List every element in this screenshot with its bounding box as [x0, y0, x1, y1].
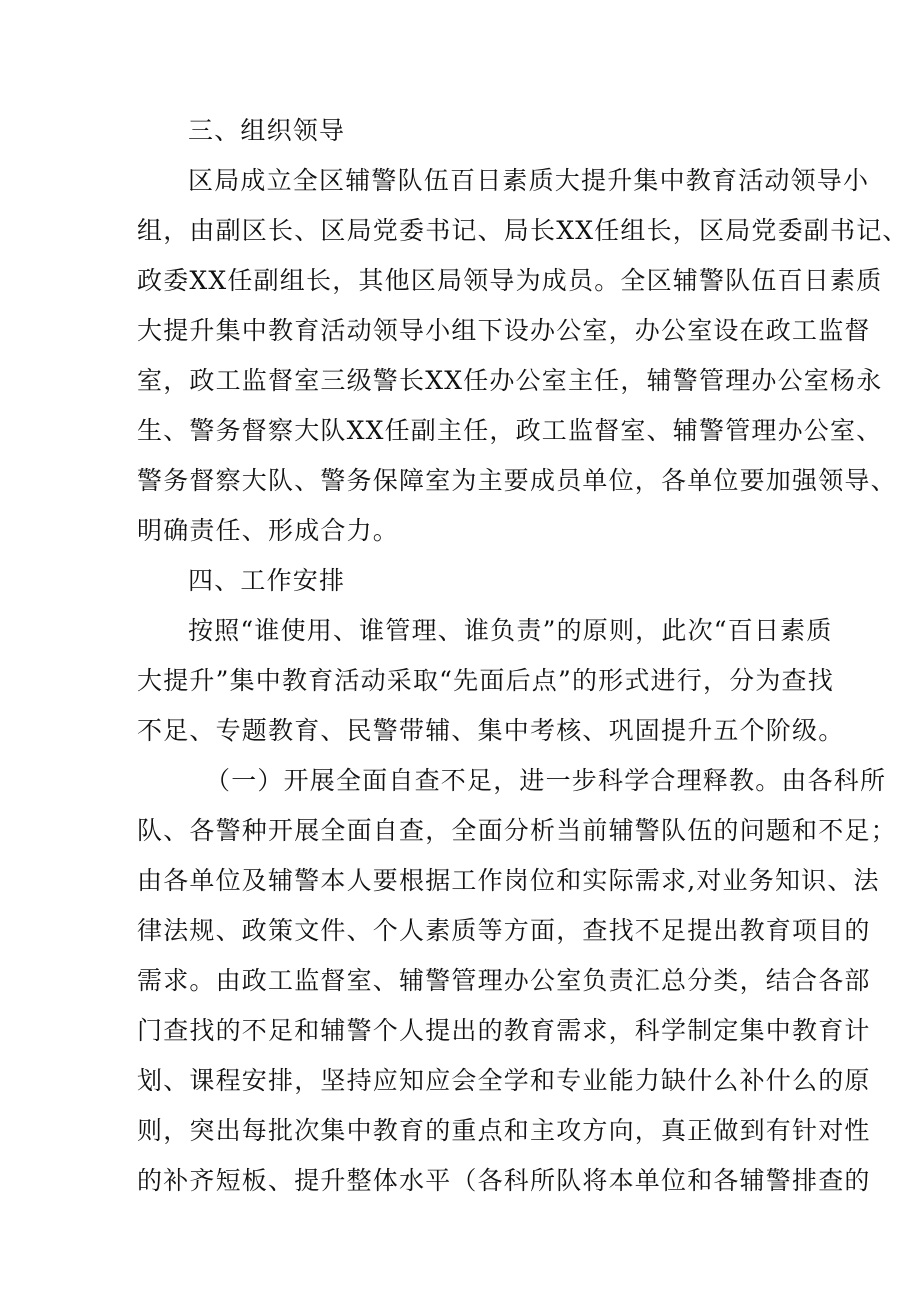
section-heading-work-arrangement: 四、工作安排 [188, 566, 346, 595]
paragraph-line: 室，政工监督室三级警长XX任办公室主任，辅警管理办公室杨永 [137, 366, 883, 395]
paragraph-line: 的补齐短板、提升整体水平（各科所队将本单位和各辅警排查的 [137, 1166, 871, 1195]
paragraph-line: 门查找的不足和辅警个人提出的教育需求，科学制定集中教育计 [137, 1016, 871, 1045]
paragraph-line: 政委XX任副组长，其他区局领导为成员。全区辅警队伍百日素质 [137, 266, 883, 295]
section-heading-organization: 三、组织领导 [188, 116, 346, 145]
paragraph-line: 由各单位及辅警本人要根据工作岗位和实际需求,对业务知识、法 [137, 866, 880, 895]
paragraph-line: 按照“谁使用、谁管理、谁负责”的原则，此次“百日素质 [188, 616, 833, 645]
paragraph-line: 大提升”集中教育活动采取“先面后点”的形式进行，分为查找 [137, 666, 834, 695]
subsection-heading-line: （一）开展全面自查不足，进一步科学合理释教。由各科所 [205, 766, 887, 795]
paragraph-line: 则，突出每批次集中教育的重点和主攻方向，真正做到有针对性 [137, 1116, 871, 1145]
paragraph-line: 警务督察大队、警务保障室为主要成员单位，各单位要加强领导、 [137, 466, 897, 495]
paragraph-line: 需求。由政工监督室、辅警管理办公室负责汇总分类，结合各部 [137, 966, 871, 995]
paragraph-line: 不足、专题教育、民警带辅、集中考核、巩固提升五个阶级。 [137, 716, 845, 745]
paragraph-line: 划、课程安排，坚持应知应会全学和专业能力缺什么补什么的原 [137, 1066, 871, 1095]
paragraph-line: 明确责任、形成合力。 [137, 516, 400, 545]
paragraph-line: 大提升集中教育活动领导小组下设办公室，办公室设在政工监督 [137, 316, 871, 345]
paragraph-line: 组，由副区长、区局党委书记、局长XX任组长，区局党委副书记、 [137, 216, 909, 245]
paragraph-line: 区局成立全区辅警队伍百日素质大提升集中教育活动领导小 [188, 166, 870, 195]
paragraph-line: 生、警务督察大队XX任副主任，政工监督室、辅警管理办公室、 [137, 416, 883, 445]
paragraph-line: 队、各警种开展全面自查，全面分析当前辅警队伍的问题和不足； [137, 816, 897, 845]
paragraph-line: 律法规、政策文件、个人素质等方面，查找不足提出教育项目的 [137, 916, 871, 945]
